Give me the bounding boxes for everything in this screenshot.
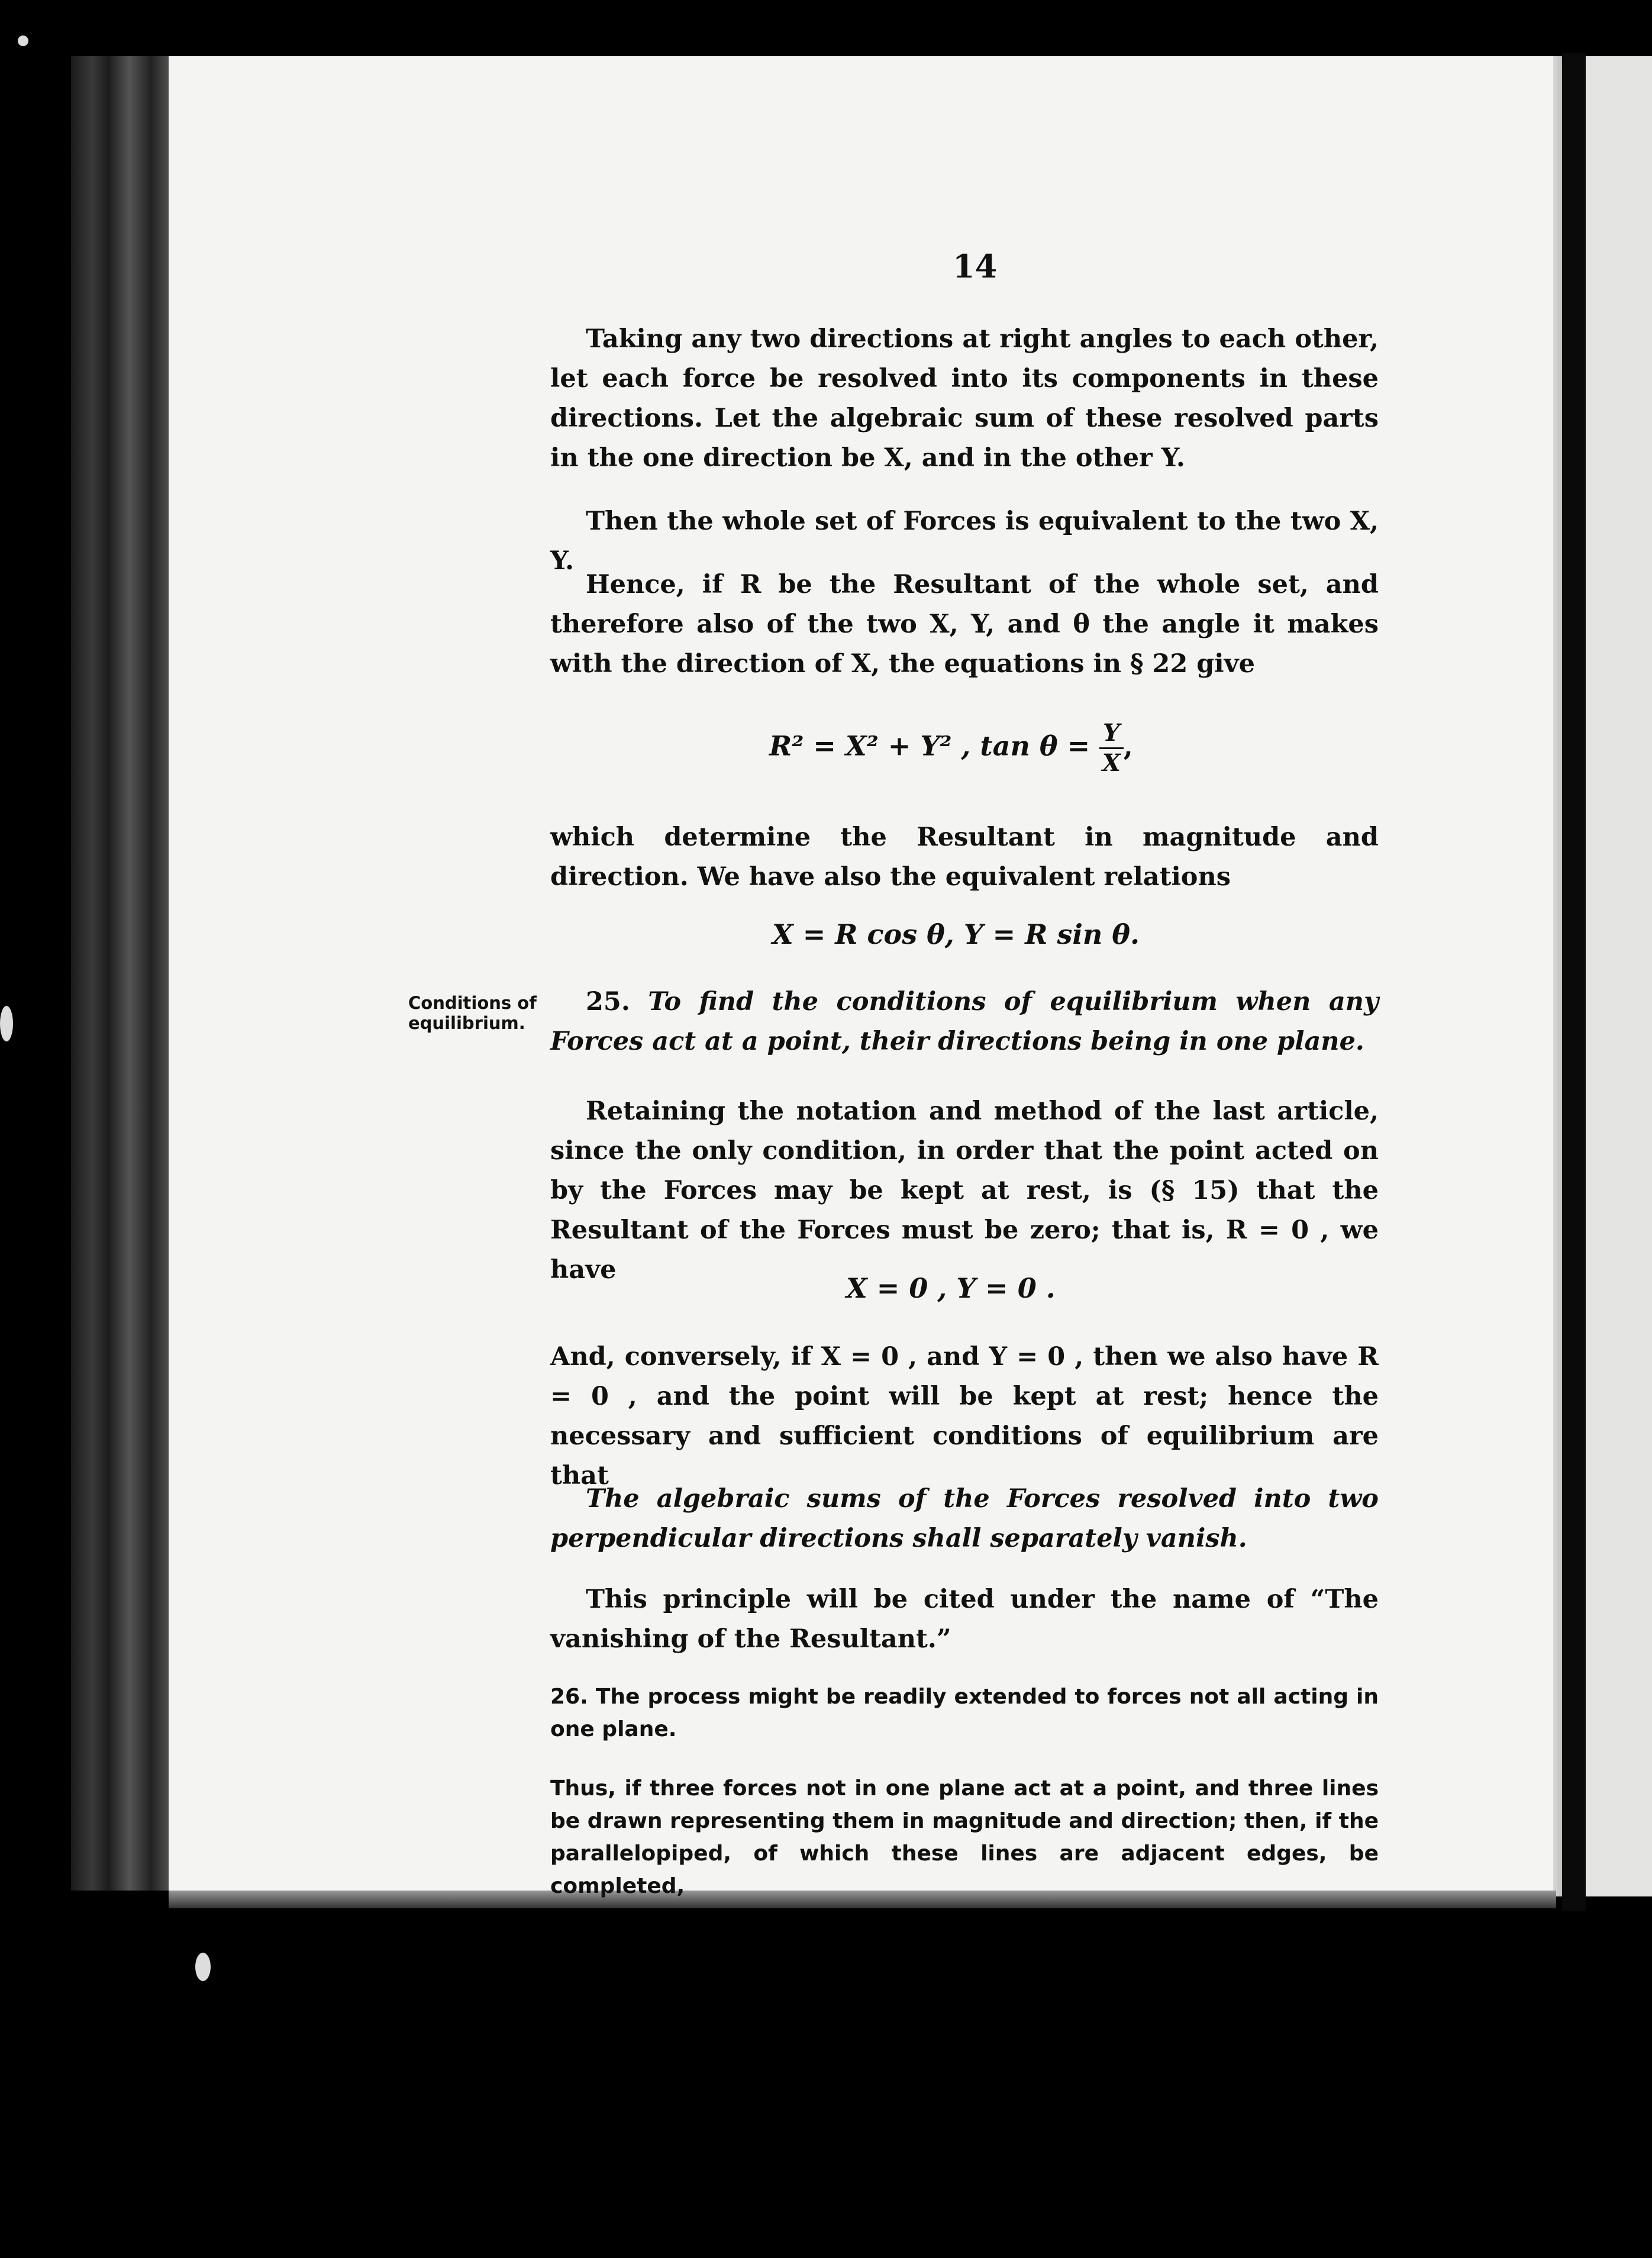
article-heading: To find the conditions of equilibrium when any Forces act at a point, their directions being in one plane. [550, 987, 1379, 1056]
paragraph-text: which determine the Resultant in magnitude and direction. We have also the equivalent relations [550, 822, 1379, 892]
paragraph-text: Thus, if three forces not in one plane act at a point, and three lines be drawn representing them in magnitude and direction; then, if the parallelopiped, of which these lines are adjacent edges, be completed, [550, 1776, 1379, 1898]
paragraph-parallelopiped [550, 1772, 1379, 1902]
paragraph-resultant [550, 565, 1379, 684]
paragraph-resolution [550, 320, 1379, 478]
paragraph-text: The algebraic sums of the Forces resolved into two perpendicular directions shall separately vanish. [550, 1484, 1379, 1553]
equation-tail: , [1123, 730, 1133, 762]
paragraph-text: Retaining the notation and method of the last article, since the only condition, in order that the point acted on by the Forces may be kept at rest, is (§ 15) that the Resultant of the Forces must be zero; that is, R = 0 , we have [550, 1096, 1379, 1285]
fraction-numerator: Y [1099, 719, 1124, 749]
scan-speck [195, 1953, 211, 1981]
binding-gutter [1562, 53, 1586, 1911]
paragraph-text: 26. The process might be readily extended to forces not all acting in one plane. [550, 1685, 1379, 1741]
scan-speck [0, 1006, 13, 1041]
scan-speck [18, 36, 28, 46]
paragraph-notation [550, 1092, 1379, 1290]
margin-note: Conditions of equilibrium. [408, 993, 537, 1033]
facing-page-edge [1586, 56, 1652, 1896]
paragraph-text: Hence, if R be the Resultant of the whole set, and therefore also of the two X, Y, and θ the angle it makes with the direction of X, the equations in § 22 give [550, 570, 1379, 679]
paragraph-cited [550, 1580, 1379, 1659]
article-number: 25. [586, 987, 630, 1017]
fraction-denominator: X [1102, 749, 1121, 777]
paragraph-text: Then the whole set of Forces is equivalent to the two X, Y. [550, 507, 1379, 576]
paragraph-text: And, conversely, if X = 0 , and Y = 0 , then we also have R = 0 , and the point will be kept at rest; hence the necessary and sufficient conditions of equilibrium are that [550, 1342, 1379, 1491]
paragraph-text: Taking any two directions at right angles to each other, let each force be resolved into its components in these directions. Let the algebraic sum of these resolved parts in the one direction be X, and in the other Y. [550, 324, 1379, 473]
paragraph-principle-statement [550, 1479, 1379, 1559]
paragraph-article-26 [550, 1680, 1379, 1746]
paragraph-article-25 [550, 982, 1379, 1062]
equation-resultant [769, 719, 1133, 778]
scan-border-left [71, 56, 178, 1891]
paragraph-conversely [550, 1337, 1379, 1496]
equation-lhs: R² = X² + Y² , tan θ = [769, 730, 1090, 762]
equation-zero: X = 0 , Y = 0 . [846, 1272, 1056, 1304]
paragraph-determine [550, 818, 1379, 897]
equation-fraction [1099, 719, 1124, 778]
paragraph-text: This principle will be cited under the name of “The vanishing of the Resultant.” [550, 1585, 1379, 1654]
equation-components: X = R cos θ, Y = R sin θ. [772, 918, 1140, 950]
page-number: 14 [953, 247, 998, 285]
